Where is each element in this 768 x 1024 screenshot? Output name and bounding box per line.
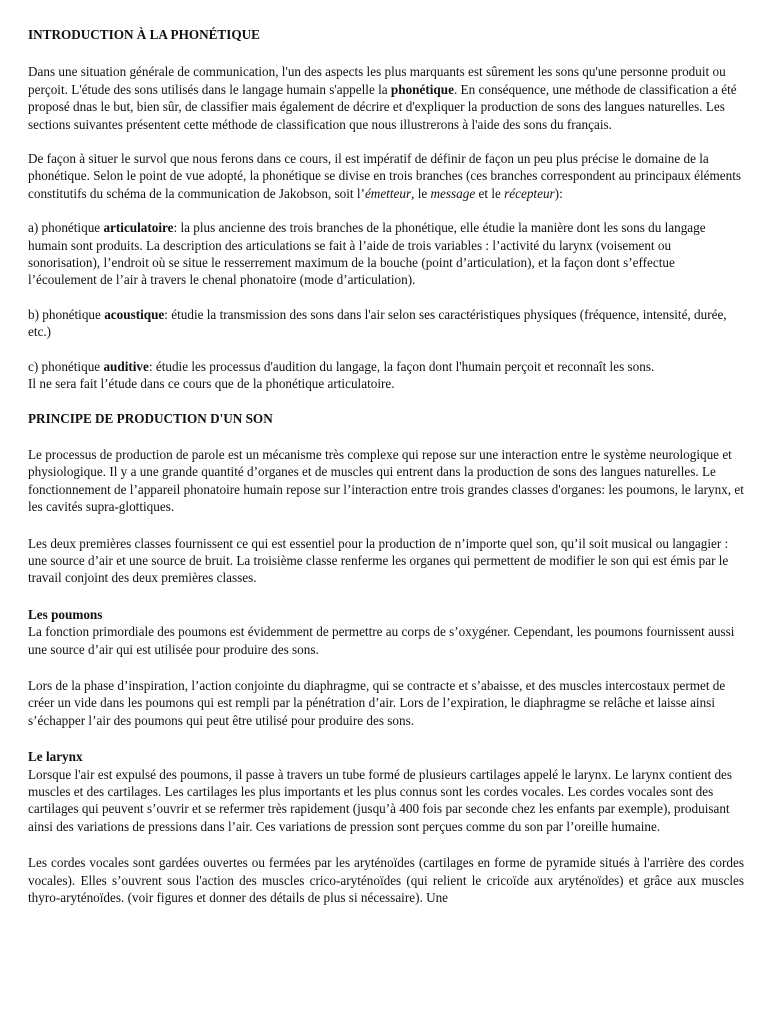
branch-note: Il ne sera fait l’étude dans ce cours que de la phonétique articulatoire. <box>28 376 395 392</box>
term-emetteur: émetteur <box>364 185 412 201</box>
poumons-paragraph-1: La fonction primordiale des poumons est évidemment de permettre au corps de s’oxygéner. Cependant, les poumons fournissent aussi une source d’air qui est utilisée pour produire des sons. <box>28 624 735 657</box>
branch-acoustique: b) phonétique acoustique: étudie la transmission des sons dans l'air selon ses caractéristiques physiques (fréquence, intensité, durée, etc.) <box>28 306 727 340</box>
subsection-title-larynx: Le larynx <box>28 749 83 765</box>
poumons-paragraph-2: Lors de la phase d’inspiration, l’action conjointe du diaphragme, qui se contracte et s’abaisse, et des muscles intercostaux permet de créer un vide dans les poumons qui est rempli par la pénétration d’air. Lors de l’expiration, le diaphragme se relâche et laisse ainsi s’échapper l’air des poumons qui peut être utilisé pour produire des sons. <box>28 677 726 728</box>
term-recepteur: récepteur <box>504 185 555 201</box>
subsection-title-poumons: Les poumons <box>28 606 103 622</box>
intro-paragraph-2: De façon à situer le survol que nous ferons dans ce cours, il est impératif de définir de façon un peu plus précise le domaine de la phonétique. Selon le point de vue adopté, la phonétique se divise en trois branches (ces branches correspondent au principaux éléments constitutifs du schéma de la communication de Jakobson, soit l’émetteur, le message et le récepteur): <box>28 151 742 201</box>
term-message: message <box>430 185 476 201</box>
larynx-paragraph-1: Lorsque l'air est expulsé des poumons, il passe à travers un tube formé de plusieurs cartilages appelé le larynx. Le larynx contient des muscles et des cartilages. Les cartilages les plus importants et les plus connus sont les cordes vocales. Les cordes vocales sont des cartilages qui peuvent s’ouvrir et se refermer très rapidement (jusqu’à 400 fois par seconde chez les enfants par exemple), produisant ainsi des variations de pressions dans l’air. Ces variations de pression sont perçues comme du son par l’oreille humaine. <box>28 766 733 834</box>
section-title-production: PRINCIPE DE PRODUCTION D'UN SON <box>28 410 273 426</box>
term-phonetique: phonétique <box>390 81 454 97</box>
intro-paragraph-1: Dans une situation générale de communication, l'un des aspects les plus marquants est sûrement les sons qu'une personne produit ou perçoit. L'étude des sons utilisés dans le langage humain s'appelle la phonétique. En conséquence, une méthode de classification a été proposé dnas le but, bien sûr, de classifier mais également de décrire et d'expliquer la production de sons des langues naturelles. Les sections suivantes présentent cette méthode de classification que nous illustrerons à l'aide des sons du français. <box>28 64 737 132</box>
page-title: INTRODUCTION À LA PHONÉTIQUE <box>28 27 260 42</box>
branch-articulatoire: a) phonétique articulatoire: la plus ancienne des trois branches de la phonétique, elle étudie la manière dont les sons du langage humain sont produits. La description des articulations se fait à l’aide de trois variables : l’activité du larynx (voisement ou sonorisation), l’endroit où se situe le resserrement maximum de la bouche (point d’articulation), et la façon dont s’effectue l’écoulement de l’air à travers le chenal phonatoire (mode d’articulation). <box>28 220 706 288</box>
production-paragraph-1: Le processus de production de parole est un mécanisme très complexe qui repose sur une interaction entre le système neurologique et physiologique. Il y a une grande quantité d’organes et de muscles qui entrent dans la production de sons des langues naturelles. Le fonctionnement de l’appareil phonatoire humain repose sur l’interaction entre trois grandes classes d'organes: les poumons, le larynx, et les cavités supra-glottiques. <box>28 446 744 515</box>
production-paragraph-2: Les deux premières classes fournissent ce qui est essentiel pour la production de n’importe quel son, qu’il soit musical ou langagier : une source d’air et une source de bruit. La troisième classe renferme les organes qui permettent de modifier le son qui est émis par le travail conjoint des deux premières classes. <box>28 535 729 586</box>
larynx-paragraph-2: Les cordes vocales sont gardées ouvertes ou fermées par les aryténoïdes (cartilages en forme de pyramide situés à l'arrière des cordes vocales). Elles s’ouvrent sous l'action des muscles crico-aryténoïdes (qui relient le cricoïde aux aryténoïdes) et grâce aux muscles thyro-aryténoïdes. (voir figures et donner des détails de plus si nécessaire). Une <box>28 855 744 906</box>
branch-auditive: c) phonétique auditive: étudie les processus d'audition du langage, la façon dont l'humain perçoit et reconnaît les sons. <box>28 358 655 374</box>
